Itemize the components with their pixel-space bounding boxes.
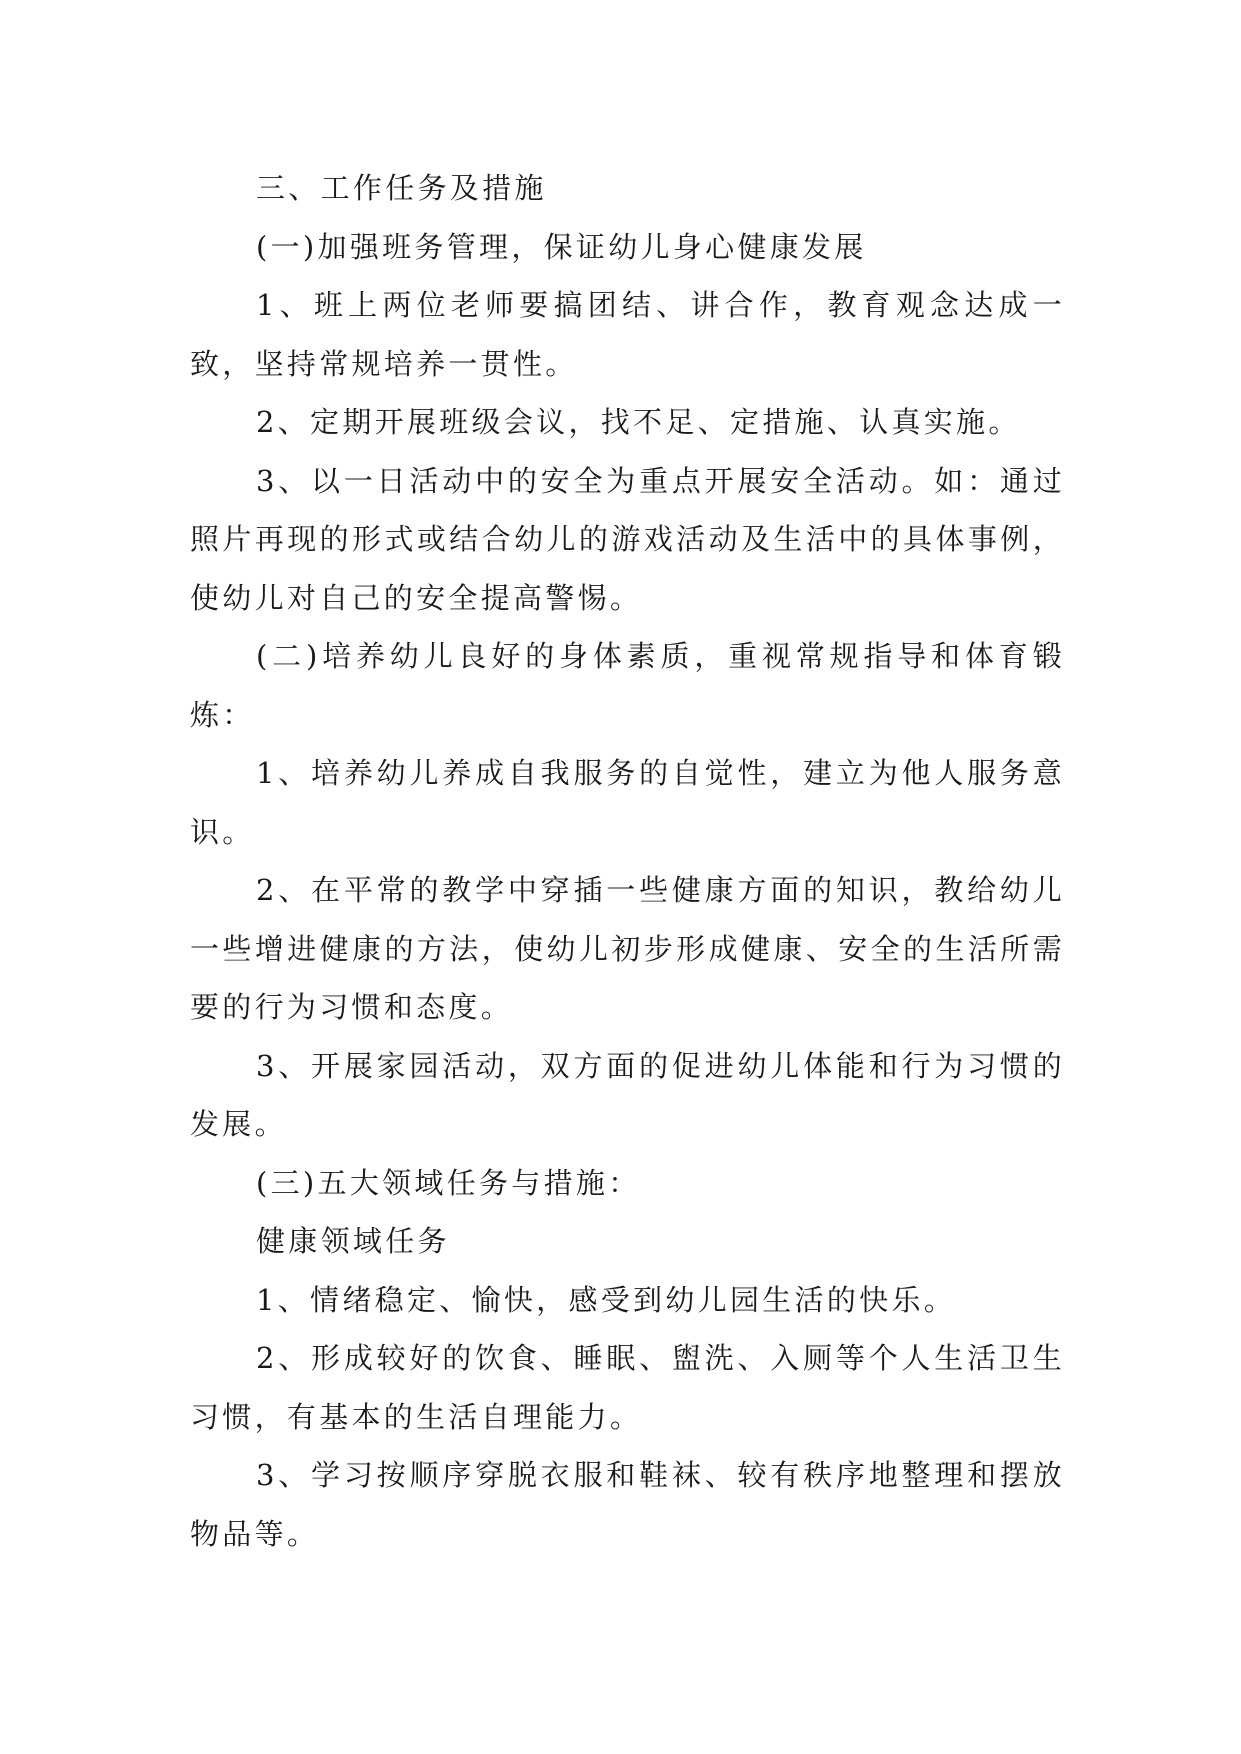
subsection-heading: (二)培养幼儿良好的身体素质，重视常规指导和体育锻炼： (190, 639, 1065, 732)
section-heading: 三、工作任务及措施 (256, 171, 547, 205)
sub-heading: 健康领域任务 (256, 1224, 450, 1258)
body-paragraph: 3、开展家园活动，双方面的促进幼儿体能和行为习惯的发展。 (190, 1048, 1065, 1141)
body-paragraph: 3、以一日活动中的安全为重点开展安全活动。如：通过照片再现的形式或结合幼儿的游戏活动及生活中的具体事例，使幼儿对自己的安全提高警惕。 (190, 463, 1065, 615)
body-paragraph: 1、培养幼儿养成自我服务的自觉性，建立为他人服务意识。 (190, 756, 1065, 849)
subsection-heading: (三)五大领域任务与措施： (256, 1165, 641, 1200)
body-paragraph: 2、在平常的教学中穿插一些健康方面的知识，教给幼儿一些增进健康的方法，使幼儿初步形成健康、安全的生活所需要的行为习惯和态度。 (190, 873, 1065, 1024)
body-paragraph: 1、班上两位老师要搞团结、讲合作，教育观念达成一致，坚持常规培养一贯性。 (190, 288, 1065, 381)
body-paragraph: 3、学习按顺序穿脱衣服和鞋袜、较有秩序地整理和摆放物品等。 (190, 1458, 1065, 1551)
body-paragraph: 2、定期开展班级会议，找不足、定措施、认真实施。 (256, 405, 1021, 439)
body-paragraph: 1、情绪稳定、愉快，感受到幼儿园生活的快乐。 (256, 1282, 957, 1317)
subsection-heading: (一)加强班务管理，保证幼儿身心健康发展 (256, 229, 867, 264)
document-body (190, 159, 1065, 1563)
body-paragraph: 2、形成较好的饮食、睡眠、盥洗、入厕等个人生活卫生习惯，有基本的生活自理能力。 (190, 1341, 1065, 1434)
